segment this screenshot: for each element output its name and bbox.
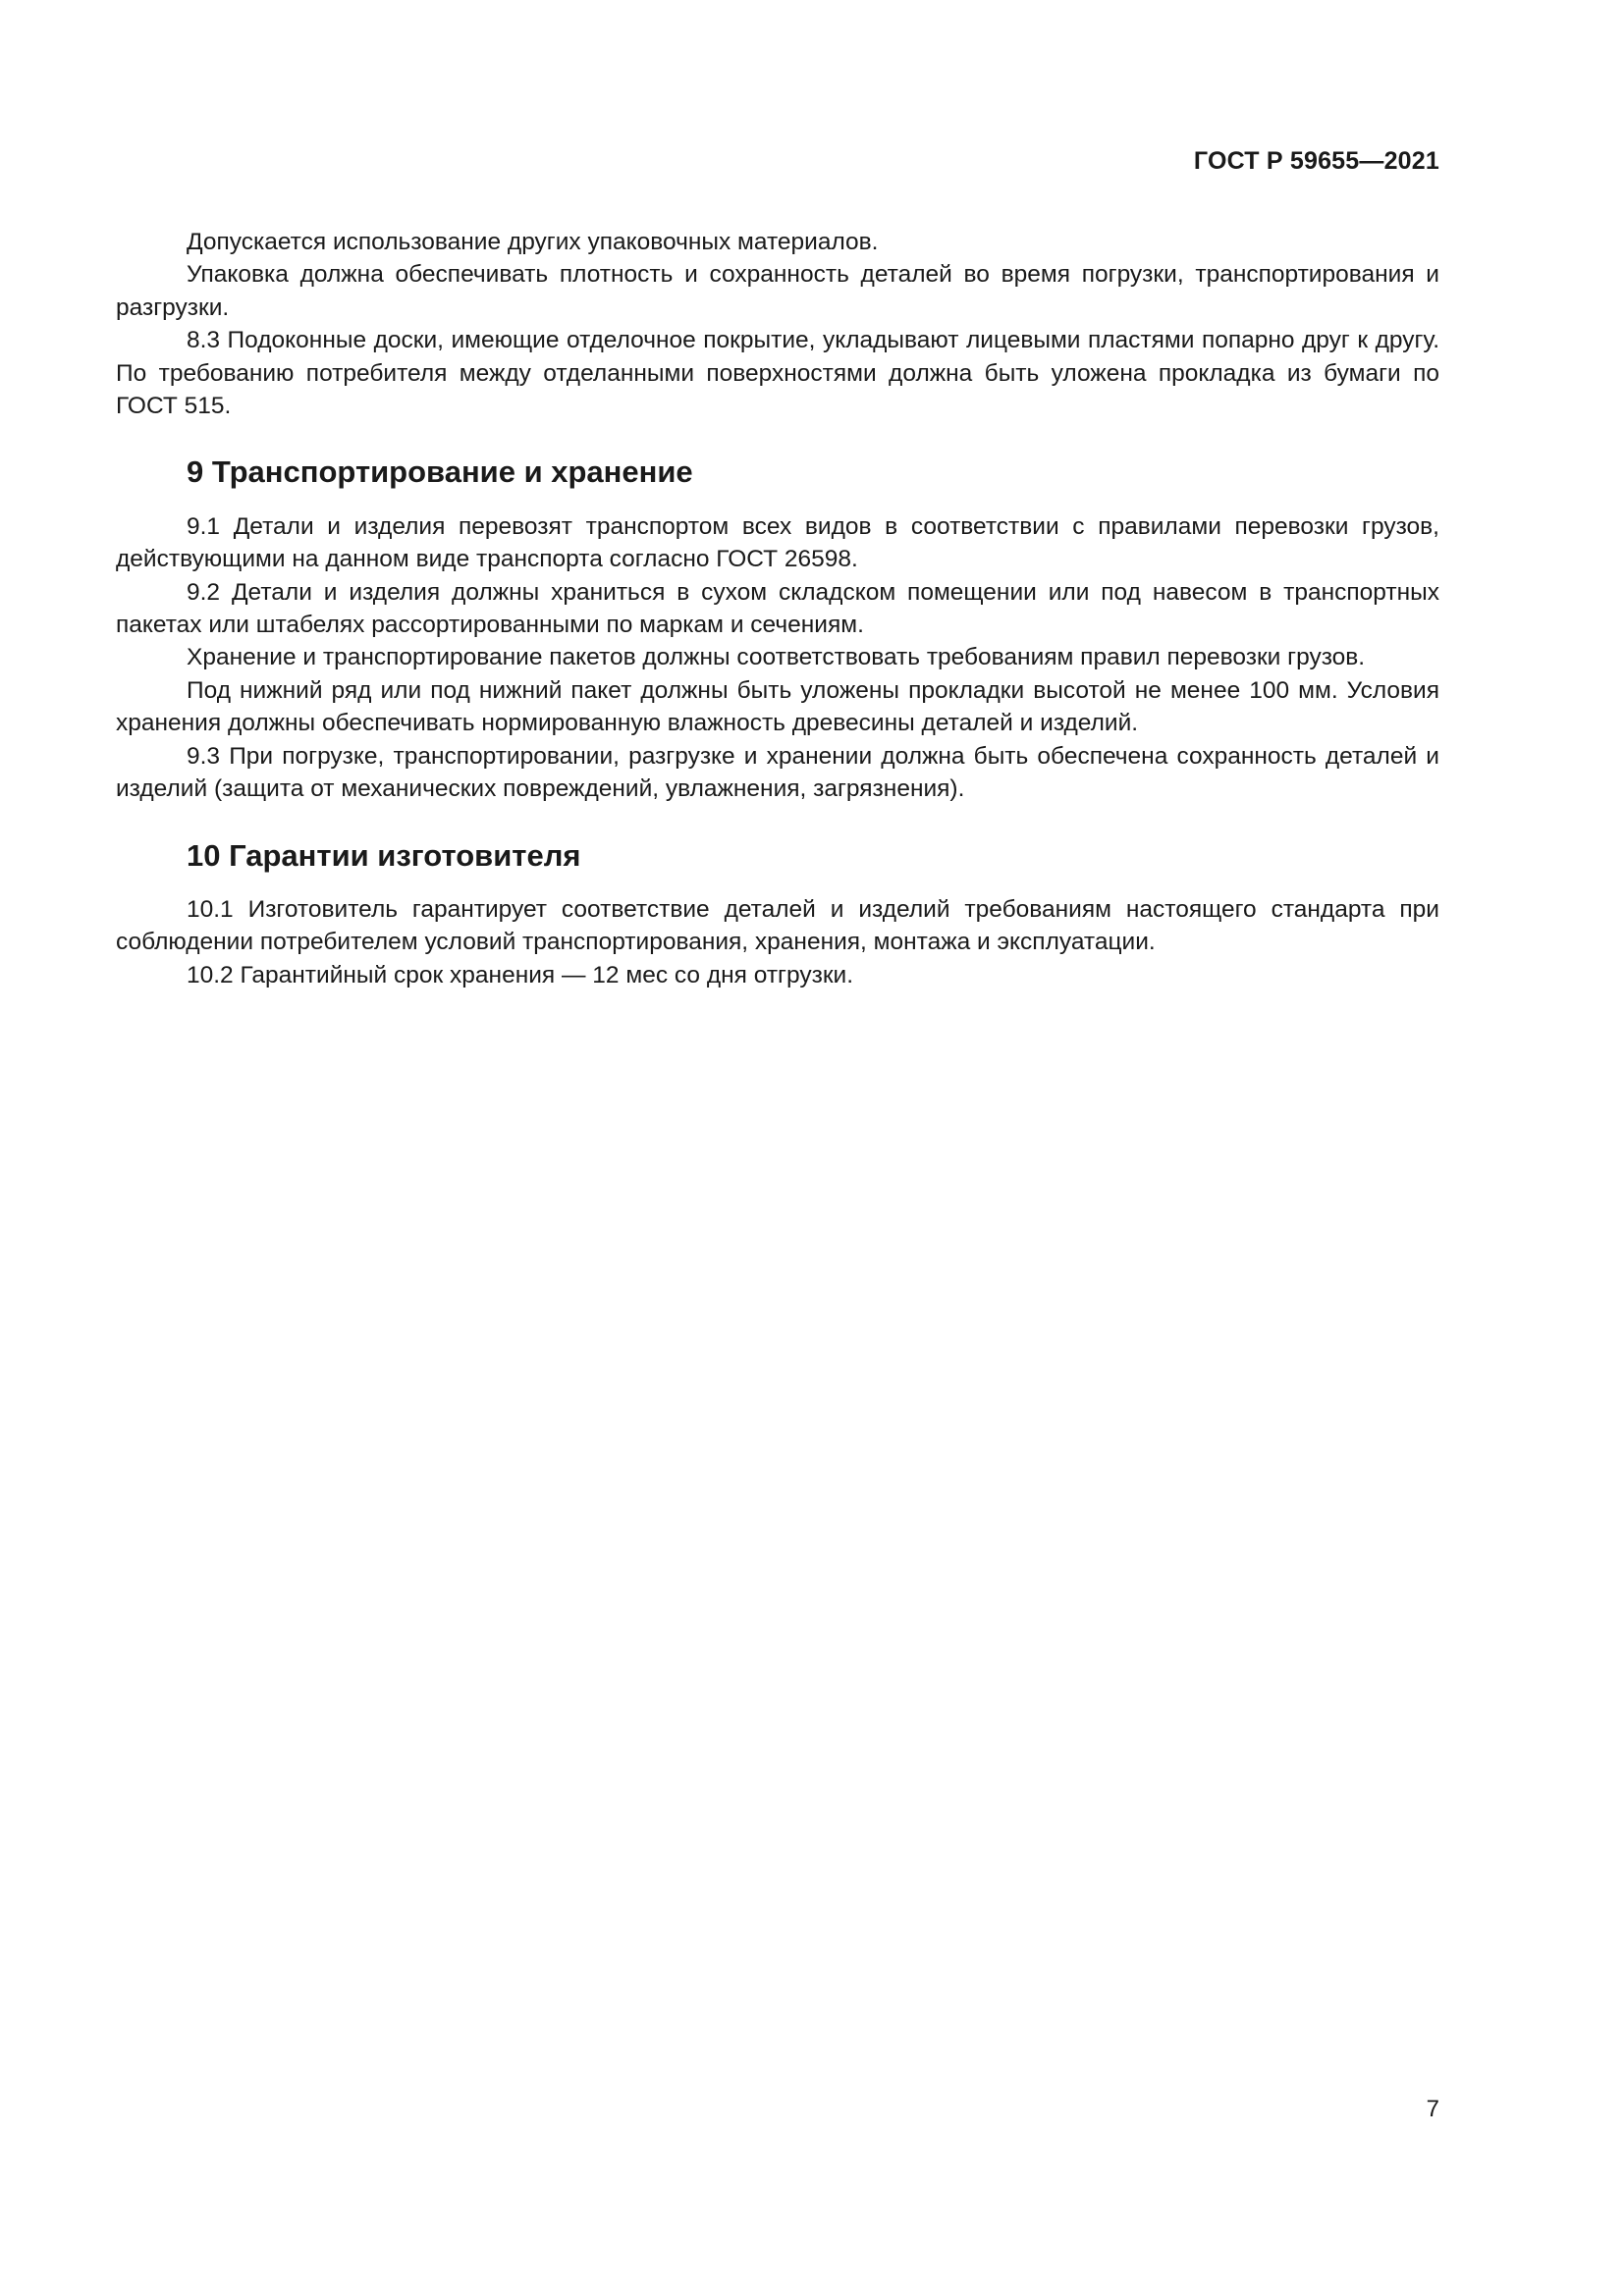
paragraph: 10.1 Изготовитель гарантирует соответствие деталей и изделий требованиям настоящего стандарта при соблюдении потребителем условий транспортирования, хранения, монтажа и эксплуатации. <box>116 895 1439 956</box>
paragraph: Допускается использование других упаковочных материалов. <box>187 229 879 255</box>
paragraph: Упаковка должна обеспечивать плотность и сохранность деталей во время погрузки, транспортирования и разгрузки. <box>116 261 1439 321</box>
paragraph: 8.3 Подоконные доски, имеющие отделочное покрытие, укладывают лицевыми пластями попарно друг к другу. По требованию потребителя между отделанными поверхностями должна быть уложена прокладка из бумаги по ГОСТ 515. <box>116 327 1439 420</box>
paragraph: Под нижний ряд или под нижний пакет должны быть уложены прокладки высотой не менее 100 мм. Условия хранения должны обеспечивать нормированную влажность древесины деталей и изделий. <box>116 676 1439 737</box>
section-heading-9: 9 Транспортирование и хранение <box>187 454 693 490</box>
paragraph: 9.3 При погрузке, транспортировании, разгрузке и хранении должна быть обеспечена сохранность деталей и изделий (защита от механических повреждений, увлажнения, загрязнения). <box>116 742 1439 803</box>
document-body <box>116 226 1439 991</box>
paragraph: 9.1 Детали и изделия перевозят транспортом всех видов в соответствии с правилами перевозки грузов, действующими на данном виде транспорта согласно ГОСТ 26598. <box>116 512 1439 573</box>
paragraph: Хранение и транспортирование пакетов должны соответствовать требованиям правил перевозки грузов. <box>187 644 1366 671</box>
section-heading-10: 10 Гарантии изготовителя <box>187 837 581 873</box>
document-code: ГОСТ Р 59655—2021 <box>1193 147 1439 175</box>
paragraph: 9.2 Детали и изделия должны храниться в сухом складском помещении или под навесом в транспортных пакетах или штабелях рассортированными по маркам и сечениям. <box>116 578 1439 639</box>
paragraph: 10.2 Гарантийный срок хранения — 12 мес со дня отгрузки. <box>187 961 854 988</box>
page-number: 7 <box>1426 2096 1439 2122</box>
